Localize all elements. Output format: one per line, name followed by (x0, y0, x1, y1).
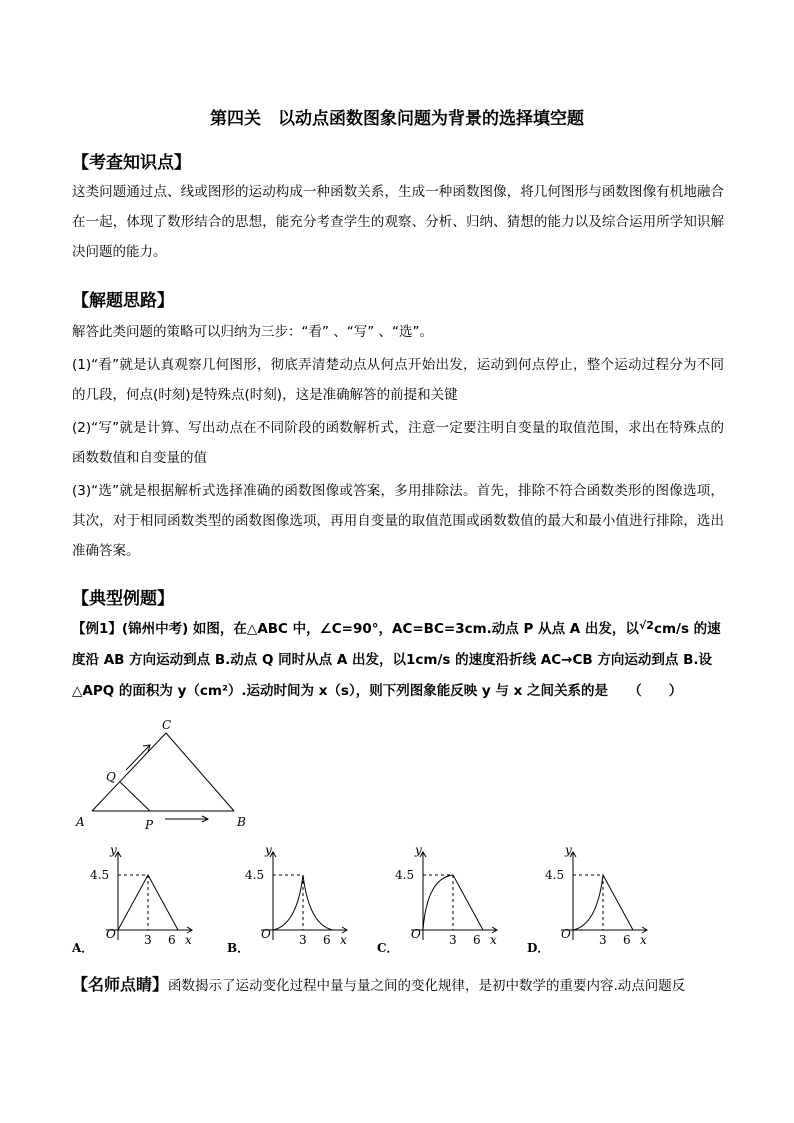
origin-label: O (261, 927, 271, 941)
y-label: y (565, 843, 572, 857)
tick-6: 6 (168, 933, 176, 947)
knowledge-text: 这类问题通过点、线或图形的运动构成一种函数关系，生成一种函数图像，将几何图形与函数图像有机地融合在一起，体现了数形结合的思想，能充分考查学生的观察、分析、归纳、猜想的能力以及综合运用所学知识解决问题的能力。 (72, 184, 724, 260)
x-label: x (640, 933, 647, 947)
approach-intro: 解答此类问题的策略可以归纳为三步：“看” 、“写” 、“选”。 (72, 324, 434, 340)
y-label: y (265, 843, 272, 857)
x-label: x (185, 933, 192, 947)
example-1-text (72, 614, 724, 707)
graph-b (215, 840, 355, 955)
side-CB (166, 733, 234, 811)
ymax-label: 4.5 (90, 868, 110, 882)
tick-3: 3 (144, 933, 152, 947)
arrow-q (126, 745, 150, 770)
label-A: A (76, 815, 85, 829)
ymax-label: 4.5 (395, 868, 415, 882)
approach-step-3: (3)“选”就是根据解析式选择准确的函数图像或答案，多用排除法。首先，排除不符合函数类形的图像选项，其次，对于相同函数类型的函数图像选项，再用自变量的取值范围或函数数值的最大和最小值进行排除，选出准确答案。 (72, 483, 724, 559)
teacher-heading: 【名师点睛】 (72, 975, 169, 994)
approach-step-2: (2)“写”就是计算、写出动点在不同阶段的函数解析式，注意一定要注明自变量的取值范围，求出在特殊点的函数数值和自变量的值 (72, 420, 724, 466)
tick-3: 3 (449, 933, 457, 947)
segment-QP (120, 782, 150, 811)
ymax-label: 4.5 (245, 868, 265, 882)
triangle-figure (70, 715, 260, 830)
x-label: x (340, 933, 347, 947)
teacher-note (72, 972, 685, 995)
page-title: 第四关 以动点函数图象问题为背景的选择填空题 (210, 109, 584, 129)
label-B: B (237, 815, 246, 829)
ymax-label: 4.5 (545, 868, 565, 882)
label-C: C (162, 718, 172, 732)
y-label: y (110, 843, 117, 857)
option-b: B． (227, 941, 250, 955)
tick-6: 6 (623, 933, 631, 947)
example-heading: 【典型例题】 (72, 589, 174, 609)
option-d: D． (527, 941, 550, 955)
teacher-text: 函数揭示了运动变化过程中量与量之间的变化规律，是初中数学的重要内容.动点问题反 (168, 978, 686, 994)
origin-label: O (561, 927, 571, 941)
tick-3: 3 (299, 933, 307, 947)
graph-a (60, 840, 200, 955)
x-label: x (490, 933, 497, 947)
tick-6: 6 (323, 933, 331, 947)
sqrt-2: √2 (638, 619, 654, 632)
origin-label: O (411, 927, 421, 941)
origin-label: O (106, 927, 116, 941)
label-P: P (145, 818, 154, 830)
knowledge-heading: 【考查知识点】 (72, 153, 191, 173)
label-Q: Q (106, 770, 116, 784)
side-AC (92, 733, 166, 811)
approach-step-1: (1)“看”就是认真观察几何图形，彻底弄清楚动点从何点开始出发，运动到何点停止，整个运动过程分为不同的几段，何点(时刻)是特殊点(时刻)，这是准确解答的前提和关键 (72, 357, 724, 403)
example-text-part2: cm/s 的速度沿 AB 方向运动到点 B.动点 Q 同时从点 A 出发，以1cm/s 的速度沿折线 AC→CB 方向运动到点 B.设△APQ 的面积为 y（cm²）.运动时间为 x（s），则下列图象能反映 y 与 x 之间关系的是 （ ） (72, 621, 721, 699)
tick-6: 6 (473, 933, 481, 947)
option-c: C． (377, 941, 399, 955)
tick-3: 3 (599, 933, 607, 947)
option-a: A． (72, 941, 94, 955)
graph-d (515, 840, 655, 955)
graph-c (365, 840, 505, 955)
approach-heading: 【解题思路】 (72, 291, 174, 311)
y-label: y (415, 843, 422, 857)
example-text-part1: 【例1】(锦州中考) 如图，在△ABC 中，∠C=90°，AC=BC=3cm.动点 P 从点 A 出发，以 (72, 621, 639, 637)
